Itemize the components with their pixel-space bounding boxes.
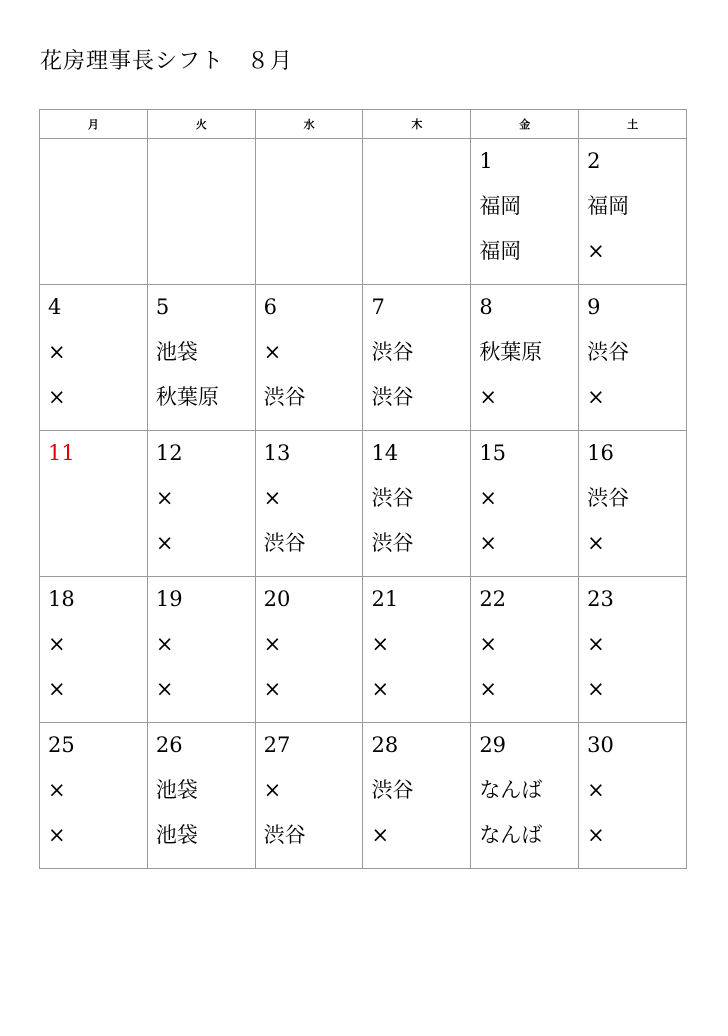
- day-cell: [471, 723, 579, 869]
- shift-slot-2: ×: [155, 677, 174, 701]
- weekday-fri: 金: [471, 110, 579, 139]
- day-number: [48, 149, 147, 194]
- day-cell-content: [256, 577, 363, 722]
- shift-slot-2: ×: [155, 531, 174, 555]
- shift-slot-1: ×: [263, 486, 282, 510]
- day-cell-content: [471, 577, 578, 722]
- day-cell-content: [579, 139, 686, 284]
- day-cell: [471, 285, 579, 431]
- shift-slot-1: ×: [479, 632, 497, 656]
- day-cell: [363, 577, 471, 723]
- day-cell-content: [148, 577, 255, 722]
- day-cell: [147, 431, 255, 577]
- day-cell: [147, 139, 255, 285]
- day-number: [156, 149, 255, 194]
- week-row: [40, 139, 687, 285]
- day-number: 15: [479, 441, 507, 465]
- shift-slot-1: ×: [263, 778, 282, 802]
- day-cell: [147, 723, 255, 869]
- day-cell: [579, 285, 687, 431]
- day-number: 20: [263, 587, 291, 611]
- shift-slot-2: ×: [587, 531, 605, 555]
- day-cell-content: [363, 139, 470, 284]
- shift-slot-2: ×: [479, 677, 497, 701]
- shift-slot-2: ×: [587, 677, 605, 701]
- day-cell-content: [471, 139, 578, 284]
- day-number: 4: [48, 295, 62, 319]
- shift-slot-1: [371, 194, 470, 239]
- shift-slot-1: ×: [48, 778, 66, 802]
- shift-slot-2: ×: [587, 239, 605, 263]
- shift-slot-2: ×: [587, 823, 605, 847]
- day-cell: [579, 139, 687, 285]
- day-number: 29: [479, 733, 507, 757]
- shift-slot-2: ×: [48, 677, 66, 701]
- day-cell-content: [40, 285, 147, 430]
- day-number: 30: [587, 733, 614, 757]
- day-cell: [579, 577, 687, 723]
- day-number: 19: [155, 587, 183, 611]
- day-cell: [255, 577, 363, 723]
- shift-slot-2: ×: [479, 531, 497, 555]
- day-number: [371, 149, 470, 194]
- day-number: 11: [48, 441, 75, 465]
- day-number: 18: [48, 587, 75, 611]
- shift-slot-2: ×: [479, 385, 497, 409]
- day-number: 23: [587, 587, 614, 611]
- day-cell-content: [471, 285, 578, 430]
- calendar-body: [40, 139, 687, 869]
- shift-slot-2: 福岡: [479, 239, 522, 263]
- day-number: 21: [371, 587, 399, 611]
- shift-slot-1: ×: [155, 632, 174, 656]
- shift-slot-1: ×: [263, 632, 282, 656]
- shift-slot-2: 渋谷: [371, 385, 414, 409]
- shift-slot-2: ×: [371, 677, 390, 701]
- day-cell: [471, 577, 579, 723]
- shift-slot-1: ×: [587, 778, 605, 802]
- shift-slot-1: 池袋: [155, 340, 198, 364]
- day-cell-content: [148, 723, 255, 868]
- day-cell-content: [40, 723, 147, 868]
- shift-slot-2: 渋谷: [371, 531, 414, 555]
- day-cell-content: [363, 723, 470, 868]
- day-cell: [579, 431, 687, 577]
- day-cell: [255, 139, 363, 285]
- day-cell: [471, 139, 579, 285]
- shift-slot-1: 福岡: [479, 194, 522, 218]
- day-cell: [40, 431, 148, 577]
- shift-slot-1: 渋谷: [371, 340, 414, 364]
- shift-slot-2: ×: [263, 677, 282, 701]
- shift-slot-1: 渋谷: [587, 340, 630, 364]
- shift-slot-2: [264, 239, 363, 284]
- shift-calendar: [39, 109, 687, 869]
- shift-slot-2: 秋葉原: [155, 385, 219, 409]
- shift-slot-2: [48, 239, 147, 284]
- shift-slot-1: ×: [479, 486, 497, 510]
- day-number: 16: [587, 441, 614, 465]
- shift-slot-2: [48, 531, 147, 576]
- day-cell-content: [40, 577, 147, 722]
- shift-slot-1: [48, 486, 147, 531]
- day-cell: [40, 577, 148, 723]
- day-cell-content: [471, 723, 578, 868]
- shift-slot-2: ×: [371, 823, 390, 847]
- day-cell: [147, 285, 255, 431]
- shift-slot-1: ×: [371, 632, 390, 656]
- day-cell: [255, 431, 363, 577]
- day-cell: [363, 139, 471, 285]
- day-number: 1: [479, 149, 493, 173]
- shift-slot-1: 福岡: [587, 194, 630, 218]
- shift-slot-2: 渋谷: [263, 531, 306, 555]
- shift-slot-2: ×: [587, 385, 605, 409]
- shift-slot-1: ×: [48, 632, 66, 656]
- week-row: [40, 577, 687, 723]
- day-cell-content: [148, 285, 255, 430]
- day-number: 12: [155, 441, 183, 465]
- day-cell: [40, 285, 148, 431]
- day-cell-content: [363, 285, 470, 430]
- shift-slot-2: なんば: [479, 823, 543, 847]
- day-cell-content: [579, 723, 686, 868]
- day-cell: [363, 723, 471, 869]
- day-number: 27: [263, 733, 291, 757]
- day-cell: [471, 431, 579, 577]
- day-cell-content: [363, 431, 470, 576]
- day-number: 26: [155, 733, 183, 757]
- shift-slot-1: 渋谷: [371, 778, 414, 802]
- day-cell-content: [256, 431, 363, 576]
- day-cell-content: [40, 431, 147, 576]
- day-cell: [363, 285, 471, 431]
- day-number: 9: [587, 295, 601, 319]
- weekday-mon: 月: [40, 110, 148, 139]
- weekday-thu: 木: [363, 110, 471, 139]
- week-row: [40, 431, 687, 577]
- page-title: 花房理事長シフト ８月: [40, 49, 294, 74]
- day-number: 7: [371, 295, 385, 319]
- shift-slot-1: ×: [263, 340, 282, 364]
- day-cell-content: [148, 431, 255, 576]
- day-number: 6: [263, 295, 278, 319]
- day-cell: [579, 723, 687, 869]
- weekday-sat: 土: [579, 110, 687, 139]
- week-row: [40, 285, 687, 431]
- day-cell-content: [256, 285, 363, 430]
- shift-slot-1: ×: [155, 486, 174, 510]
- shift-slot-1: 渋谷: [371, 486, 414, 510]
- shift-slot-1: なんば: [479, 778, 543, 802]
- day-cell: [40, 139, 148, 285]
- day-cell-content: [256, 139, 363, 284]
- day-cell-content: [40, 139, 147, 284]
- day-number: [264, 149, 363, 194]
- day-number: 25: [48, 733, 75, 757]
- day-number: 8: [479, 295, 493, 319]
- weekday-tue: 火: [147, 110, 255, 139]
- shift-slot-2: ×: [48, 385, 66, 409]
- day-cell-content: [363, 577, 470, 722]
- day-cell-content: [579, 431, 686, 576]
- day-cell: [147, 577, 255, 723]
- shift-slot-2: ×: [48, 823, 66, 847]
- day-cell-content: [148, 139, 255, 284]
- day-cell-content: [579, 285, 686, 430]
- shift-slot-1: [48, 194, 147, 239]
- shift-slot-1: 秋葉原: [479, 340, 543, 364]
- day-cell-content: [471, 431, 578, 576]
- shift-slot-1: 池袋: [155, 778, 198, 802]
- day-cell: [40, 723, 148, 869]
- shift-slot-2: [371, 239, 470, 284]
- weekday-header-row: [40, 110, 687, 139]
- shift-slot-1: [156, 194, 255, 239]
- day-cell: [255, 723, 363, 869]
- day-cell: [255, 285, 363, 431]
- day-cell-content: [256, 723, 363, 868]
- day-cell-content: [579, 577, 686, 722]
- shift-slot-2: 池袋: [155, 823, 198, 847]
- shift-slot-1: 渋谷: [587, 486, 630, 510]
- day-number: 13: [263, 441, 291, 465]
- weekday-wed: 水: [255, 110, 363, 139]
- week-row: [40, 723, 687, 869]
- shift-slot-2: [156, 239, 255, 284]
- day-number: 2: [587, 149, 601, 173]
- day-cell: [363, 431, 471, 577]
- shift-slot-2: 渋谷: [263, 823, 306, 847]
- shift-slot-1: [264, 194, 363, 239]
- day-number: 28: [371, 733, 399, 757]
- day-number: 5: [155, 295, 170, 319]
- day-number: 22: [479, 587, 507, 611]
- shift-slot-1: ×: [587, 632, 605, 656]
- day-number: 14: [371, 441, 399, 465]
- shift-slot-1: ×: [48, 340, 66, 364]
- shift-slot-2: 渋谷: [263, 385, 306, 409]
